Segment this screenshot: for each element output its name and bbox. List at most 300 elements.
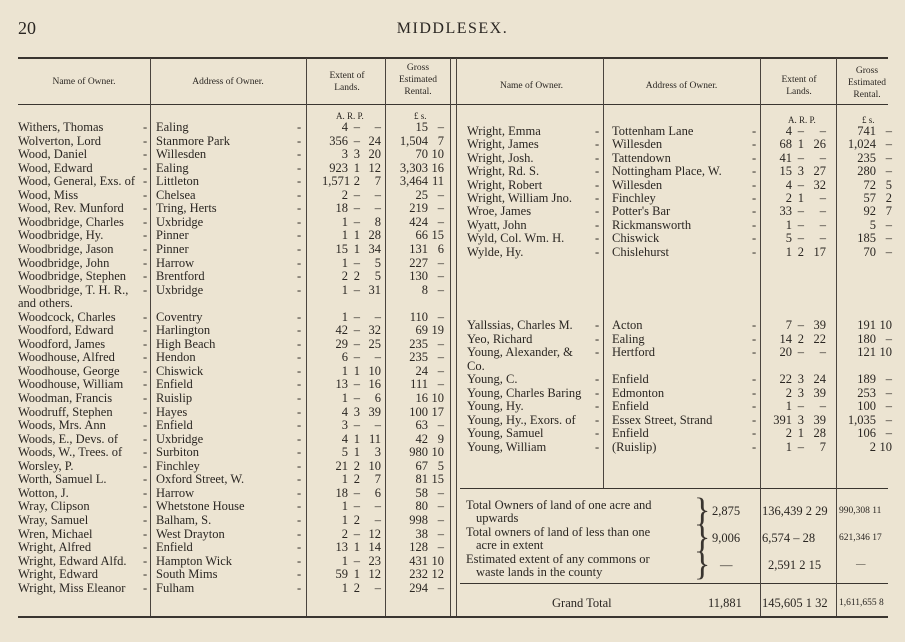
leader-dash-name: - (143, 269, 148, 284)
rental-shillings: – (437, 255, 444, 270)
extent-acres: 1 (341, 282, 348, 297)
extent-perches: 17 (813, 244, 826, 259)
rental-pounds: 1,024 (847, 137, 876, 152)
leader-dash-name: - (595, 217, 600, 232)
rental-pounds: 424 (409, 214, 428, 229)
leader-dash-address: - (297, 567, 302, 582)
leader-dash-address: - (297, 187, 302, 202)
owner-name: Yeo, Richard (467, 332, 533, 346)
owner-address: Ealing (156, 121, 189, 134)
extent-acres: 21 (335, 458, 348, 473)
table-row (0, 487, 450, 500)
rental-shillings: 16 (431, 160, 444, 175)
leader-dash-address: - (752, 204, 757, 219)
owner-address: Hampton Wick (156, 554, 232, 568)
rental-pounds: 219 (409, 201, 428, 216)
rental-shillings: – (437, 512, 444, 527)
extent-roods: – (797, 439, 804, 454)
extent-roods: – (353, 553, 360, 568)
extent-perches: – (374, 120, 381, 134)
rental-shillings: – (437, 418, 444, 433)
extent-acres: 15 (779, 164, 792, 179)
owner-address: Balham, S. (156, 513, 212, 527)
rental-shillings: – (437, 526, 444, 541)
rental-pounds: 2 (869, 439, 876, 454)
grand-total-rule (460, 583, 888, 584)
rental-pounds: 92 (863, 204, 876, 219)
extent-roods: – (353, 391, 360, 405)
rental-pounds: 998 (409, 512, 428, 527)
owner-name: and others. (18, 297, 73, 311)
extent-acres: 7 (785, 318, 792, 332)
extent-acres: 1,571 (322, 174, 351, 189)
leader-dash-address: - (297, 377, 302, 392)
table-row (0, 297, 450, 310)
owner-address: Enfield (156, 419, 193, 433)
rental-pounds: 232 (409, 567, 428, 582)
owner-address: Pinner (156, 229, 189, 243)
rental-shillings: 17 (431, 404, 444, 419)
extent-acres: 2 (785, 191, 792, 205)
extent-roods: – (353, 377, 360, 392)
owner-name: Wyatt, John (467, 218, 527, 232)
owner-name: Young, Alexander, & (467, 346, 573, 360)
extent-acres: 59 (335, 567, 348, 582)
owner-name: Wright, Edward (18, 568, 99, 582)
extent-perches: 34 (368, 241, 381, 256)
leader-dash-address: - (752, 345, 757, 360)
rental-pounds: 106 (857, 426, 876, 441)
leader-dash-name: - (143, 147, 148, 162)
leader-dash-name: - (143, 499, 148, 514)
rental-pounds: 15 (415, 120, 428, 134)
table-row (0, 138, 905, 151)
owner-name: Woodhouse, George (18, 364, 120, 378)
extent-roods: – (353, 336, 360, 351)
rental-shillings: – (885, 231, 892, 246)
owner-name: Wright, Emma (467, 125, 541, 138)
owner-address: Pinner (156, 242, 189, 256)
owner-name: Wood, General, Exs. of (18, 175, 136, 189)
extent-roods: 1 (353, 228, 360, 243)
header-name-right: Name of Owner. (499, 81, 564, 91)
extent-acres: 18 (335, 485, 348, 500)
rental-pounds: 185 (857, 231, 876, 246)
table-row (0, 152, 905, 165)
owner-address: Surbiton (156, 446, 200, 460)
extent-perches: 16 (368, 377, 381, 392)
owner-name: Young, William (467, 440, 547, 454)
rental-shillings: 10 (431, 445, 444, 460)
extent-acres: 1 (785, 399, 792, 414)
brace-icon: } (694, 492, 711, 529)
leader-dash-address: - (297, 120, 302, 134)
extent-perches: 11 (368, 431, 381, 446)
extent-perches: – (374, 418, 381, 433)
extent-perches: – (819, 231, 826, 246)
owner-address: Harlington (156, 324, 211, 338)
extent-acres: 923 (329, 160, 348, 175)
extent-acres: 1 (341, 499, 348, 514)
owner-address: Tattendown (612, 151, 671, 165)
leader-dash-address: - (752, 331, 757, 346)
total-count: 2,875 (712, 504, 741, 518)
extent-perches: 28 (813, 426, 826, 441)
table-row (0, 473, 450, 486)
owner-address: High Beach (156, 337, 216, 351)
extent-perches: 6 (374, 391, 381, 405)
rental-shillings: 15 (431, 228, 444, 243)
page-number: 20 (18, 18, 36, 38)
table-row (0, 205, 905, 218)
extent-acres: 1 (341, 214, 348, 229)
owner-name: Young, Charles Baring (467, 386, 582, 400)
table-row (0, 427, 905, 440)
extent-roods: 1 (797, 191, 804, 205)
rental-shillings: 10 (431, 553, 444, 568)
brace-icon: } (694, 519, 711, 556)
extent-perches: – (819, 217, 826, 232)
extent-perches: 27 (813, 164, 826, 179)
owner-name: Wray, Samuel (18, 513, 89, 527)
extent-perches: – (374, 201, 381, 216)
rental-shillings: 15 (431, 472, 444, 487)
rental-shillings: – (437, 336, 444, 351)
rental-shillings: – (437, 377, 444, 392)
owner-address: Hertford (612, 346, 656, 360)
extent-roods: – (353, 201, 360, 216)
rental-pounds: 8 (421, 282, 428, 297)
leader-dash-address: - (752, 399, 757, 414)
owner-name: Wright, Edward Alfd. (18, 554, 127, 568)
rental-shillings: – (437, 350, 444, 365)
extent-perches: 24 (813, 372, 826, 387)
extent-perches: 20 (368, 147, 381, 162)
leader-dash-address: - (297, 309, 302, 324)
extent-acres: 391 (773, 412, 792, 427)
leader-dash-address: - (297, 445, 302, 460)
extent-acres: 13 (335, 377, 348, 392)
extent-roods: – (797, 217, 804, 232)
rental-shillings: – (885, 164, 892, 179)
extent-acres: 2 (341, 187, 348, 202)
table-row (0, 319, 905, 332)
extent-acres: 5 (785, 231, 792, 246)
owner-name: Woodbridge, Hy. (18, 229, 104, 243)
rental-pounds: 16 (415, 391, 428, 405)
leader-dash-address: - (297, 540, 302, 555)
rental-shillings: – (885, 385, 892, 400)
owner-name: Woodford, James (18, 337, 106, 351)
owner-name: Woodbridge, Jason (18, 242, 114, 256)
extent-roods: – (797, 177, 804, 192)
rental-shillings: – (437, 540, 444, 555)
extent-acres: 4 (785, 124, 792, 138)
rental-pounds: 66 (415, 228, 428, 243)
owner-address: Ealing (612, 332, 645, 346)
extent-acres: 4 (785, 177, 792, 192)
extent-perches: 3 (374, 445, 381, 460)
owner-address: Littleton (156, 175, 200, 189)
extent-acres: 3 (341, 147, 348, 162)
owner-address: Hayes (156, 405, 188, 419)
owner-address: Essex Street, Strand (612, 413, 713, 427)
extent-perches: – (819, 204, 826, 219)
owner-address: Coventry (156, 310, 203, 324)
rental-pounds: 189 (857, 372, 876, 387)
extent-acres: 2 (785, 385, 792, 400)
extent-acres: 1 (341, 472, 348, 487)
owner-address: Enfield (156, 541, 193, 555)
extent-acres: 2 (785, 426, 792, 441)
leader-dash-address: - (752, 426, 757, 441)
extent-acres: 18 (335, 201, 348, 216)
extent-roods: – (797, 345, 804, 360)
page-title: MIDDLESEX. (396, 20, 509, 37)
owner-name: Woodruff, Stephen (18, 405, 113, 419)
rental-shillings: – (437, 187, 444, 202)
extent-roods: 1 (353, 567, 360, 582)
rental-pounds: 57 (863, 191, 876, 205)
owner-name: Wood, Rev. Munford (18, 202, 124, 216)
rental-shillings: – (437, 120, 444, 134)
table-row (0, 514, 450, 527)
leader-dash-address: - (297, 336, 302, 351)
owner-name: Wright, Robert (467, 178, 543, 192)
rental-shillings: – (885, 399, 892, 414)
leader-dash-name: - (143, 526, 148, 541)
rental-pounds: 180 (857, 331, 876, 346)
grand-total-count: 11,881 (708, 596, 742, 610)
owner-name: Wolverton, Lord (18, 134, 102, 148)
units-rental-left: £ s. (414, 111, 427, 121)
rental-shillings: 6 (437, 241, 444, 256)
rental-shillings: – (885, 244, 892, 259)
leader-dash-address: - (297, 418, 302, 433)
extent-acres: 2 (341, 526, 348, 541)
leader-dash-address: - (297, 472, 302, 487)
leader-dash-address: - (752, 217, 757, 232)
rental-pounds: 235 (409, 350, 428, 365)
table-row (0, 232, 905, 245)
header-extent-left: Extent of Lands. (329, 71, 365, 93)
owner-name: Withers, Thomas (18, 121, 104, 134)
rental-pounds: 121 (857, 345, 876, 360)
rental-pounds: 227 (409, 255, 428, 270)
extent-perches: 31 (368, 282, 381, 297)
leader-dash-name: - (143, 201, 148, 216)
units-extent-right: A. R. P. (788, 115, 816, 125)
owner-name: Woodbridge, John (18, 256, 110, 270)
leader-dash-address: - (297, 526, 302, 541)
extent-perches: – (819, 150, 826, 165)
rental-shillings: – (885, 137, 892, 152)
extent-roods: 1 (797, 426, 804, 441)
extent-acres: 1 (341, 580, 348, 595)
rental-pounds: 69 (415, 323, 428, 338)
leader-dash-name: - (143, 363, 148, 378)
leader-dash-name: - (595, 150, 600, 165)
rental-shillings: 10 (879, 345, 892, 360)
rental-shillings: 9 (437, 431, 444, 446)
extent-perches: 10 (368, 458, 381, 473)
extent-acres: 22 (779, 372, 792, 387)
leader-dash-name: - (143, 174, 148, 189)
extent-roods: 3 (353, 404, 360, 419)
extent-roods: – (797, 204, 804, 219)
extent-acres: 1 (785, 439, 792, 454)
extent-perches: 12 (368, 160, 381, 175)
owner-name: Woodford, Edward (18, 324, 114, 338)
extent-perches: 8 (374, 214, 381, 229)
extent-roods: – (353, 526, 360, 541)
table-row (0, 441, 905, 454)
extent-acres: 15 (335, 241, 348, 256)
leader-dash-address: - (297, 214, 302, 229)
leader-dash-address: - (752, 244, 757, 259)
table-row (0, 414, 905, 427)
owner-name: Worsley, P. (18, 459, 74, 473)
extent-perches: 39 (368, 404, 381, 419)
leader-dash-address: - (752, 318, 757, 332)
extent-acres: 14 (779, 331, 792, 346)
extent-perches: – (374, 580, 381, 595)
extent-roods: – (353, 485, 360, 500)
owner-address: (Ruislip) (612, 440, 657, 454)
leader-dash-address: - (752, 177, 757, 192)
total-label-line1: Estimated extent of any commons or (466, 552, 650, 566)
extent-roods: – (797, 124, 804, 138)
extent-roods: 2 (353, 269, 360, 284)
owner-address: Fulham (156, 581, 195, 595)
leader-dash-name: - (143, 120, 148, 134)
rental-shillings: 19 (431, 323, 444, 338)
rental-pounds: 741 (857, 124, 876, 138)
extent-roods: 3 (353, 147, 360, 162)
leader-dash-name: - (143, 282, 148, 297)
owner-address: Willesden (612, 138, 663, 152)
rental-shillings: – (437, 214, 444, 229)
rental-pounds: 5 (869, 217, 876, 232)
owner-name: Wylde, Hy. (467, 245, 524, 259)
owner-name: Wyld, Col. Wm. H. (467, 232, 565, 246)
rental-shillings: 10 (879, 318, 892, 332)
extent-acres: 2 (341, 269, 348, 284)
table-row (0, 555, 450, 568)
table-row (0, 219, 905, 232)
table-row (0, 246, 905, 259)
extent-acres: 3 (341, 418, 348, 433)
extent-perches: – (374, 512, 381, 527)
extent-perches: 28 (368, 228, 381, 243)
leader-dash-name: - (143, 567, 148, 582)
owner-name: Young, Samuel (467, 427, 544, 441)
extent-roods: 2 (797, 244, 804, 259)
leader-dash-name: - (143, 187, 148, 202)
owner-name: Woods, Mrs. Ann (18, 419, 106, 433)
rental-shillings: 5 (885, 177, 892, 192)
leader-dash-address: - (297, 485, 302, 500)
extent-perches: – (374, 499, 381, 514)
leader-dash-name: - (143, 540, 148, 555)
total-label-line1: Total owners of land of less than one (466, 525, 651, 539)
extent-roods: 2 (353, 472, 360, 487)
rental-pounds: 280 (857, 164, 876, 179)
extent-acres: 1 (341, 391, 348, 405)
owner-address: Willesden (156, 148, 207, 162)
table-row (0, 125, 905, 138)
rental-pounds: 110 (409, 309, 428, 324)
table-row (0, 387, 905, 400)
owner-address: Edmonton (612, 386, 665, 400)
rental-pounds: 235 (857, 150, 876, 165)
extent-roods: 2 (353, 580, 360, 595)
extent-perches: 14 (368, 540, 381, 555)
owner-address: Brentford (156, 270, 205, 284)
owner-address: Harrow (156, 256, 195, 270)
leader-dash-address: - (297, 160, 302, 175)
leader-dash-name: - (143, 133, 148, 148)
extent-acres: 6 (341, 350, 348, 365)
total-rental: 990,308 11 (839, 506, 882, 516)
leader-dash-address: - (297, 201, 302, 216)
total-rental: — (856, 560, 866, 570)
extent-perches: 10 (368, 363, 381, 378)
leader-dash-address: - (752, 191, 757, 205)
extent-acres: 29 (335, 336, 348, 351)
extent-roods: – (353, 309, 360, 324)
rental-shillings: – (885, 124, 892, 138)
extent-roods: 2 (797, 331, 804, 346)
owner-address: Chiswick (612, 232, 660, 246)
rental-shillings: – (885, 426, 892, 441)
table-top-rule (18, 57, 888, 59)
extent-roods: 3 (797, 412, 804, 427)
owner-name: Woodbridge, Charles (18, 215, 124, 229)
owner-name: Wright, Josh. (467, 151, 534, 165)
rental-shillings: – (437, 499, 444, 514)
owner-address: Finchley (612, 192, 656, 205)
extent-roods: 1 (797, 137, 804, 152)
total-label-line2: waste lands in the county (476, 565, 603, 579)
owner-address: Uxbridge (156, 432, 204, 446)
rental-shillings: – (885, 372, 892, 387)
rental-pounds: 1,035 (847, 412, 876, 427)
extent-roods: 2 (353, 458, 360, 473)
extent-perches: 39 (813, 385, 826, 400)
owner-name: Woodhouse, Alfred (18, 351, 115, 365)
owner-name: Wright, Alfred (18, 541, 92, 555)
extent-acres: 5 (341, 445, 348, 460)
leader-dash-address: - (752, 412, 757, 427)
total-extent: 2,591 2 15 (768, 558, 822, 572)
extent-perches: 32 (368, 323, 381, 338)
extent-roods: 2 (353, 174, 360, 189)
owner-name: Wood, Edward (18, 161, 93, 175)
extent-perches: 7 (374, 174, 381, 189)
leader-dash-address: - (297, 350, 302, 365)
leader-dash-address: - (297, 282, 302, 297)
leader-dash-name: - (595, 385, 600, 400)
rental-shillings: – (885, 412, 892, 427)
extent-roods: – (353, 350, 360, 365)
extent-roods: 3 (797, 385, 804, 400)
leader-dash-name: - (595, 124, 600, 138)
rental-pounds: 70 (863, 244, 876, 259)
extent-perches: 39 (813, 318, 826, 332)
table-row (0, 528, 450, 541)
grand-total-label: Grand Total (552, 596, 612, 610)
